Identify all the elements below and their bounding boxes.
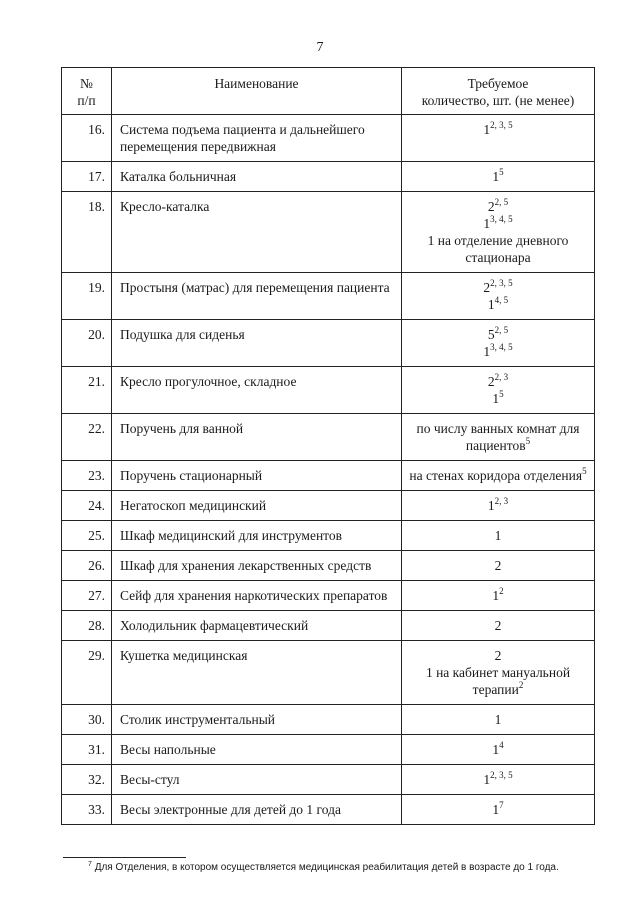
row-quantity bbox=[402, 414, 595, 461]
header-name: Наименование bbox=[112, 68, 402, 115]
row-quantity bbox=[402, 735, 595, 765]
table-row bbox=[62, 641, 595, 705]
footnote bbox=[88, 862, 608, 873]
quantity-value: 1 bbox=[492, 588, 500, 603]
quantity-footnote-ref: 2, 3, 5 bbox=[490, 278, 513, 288]
table-row bbox=[62, 367, 595, 414]
quantity-value: 1 bbox=[492, 742, 500, 757]
quantity-value: 1 на отделение дневного стационара bbox=[427, 233, 569, 265]
quantity-line bbox=[406, 647, 590, 664]
quantity-footnote-ref: 5 bbox=[499, 167, 504, 177]
quantity-footnote-ref: 2, 3, 5 bbox=[490, 120, 513, 130]
quantity-footnote-ref: 2, 5 bbox=[494, 197, 509, 207]
quantity-line bbox=[406, 527, 590, 544]
quantity-value: 1 на кабинет мануальной терапии bbox=[425, 665, 571, 697]
row-number: 27. bbox=[62, 581, 112, 611]
row-quantity bbox=[402, 461, 595, 491]
row-quantity bbox=[402, 320, 595, 367]
quantity-line bbox=[406, 771, 590, 788]
row-number: 32. bbox=[62, 765, 112, 795]
quantity-line bbox=[406, 557, 590, 574]
header-quantity-line2: количество, шт. (не менее) bbox=[421, 93, 575, 108]
quantity-footnote-ref: 5 bbox=[582, 466, 587, 476]
table-row bbox=[62, 273, 595, 320]
quantity-value: 1 bbox=[492, 802, 500, 817]
quantity-footnote-ref: 2, 5 bbox=[494, 325, 509, 335]
quantity-line bbox=[406, 587, 590, 604]
quantity-line bbox=[406, 664, 590, 698]
quantity-line bbox=[406, 279, 590, 296]
table-row bbox=[62, 162, 595, 192]
quantity-line bbox=[406, 373, 590, 390]
row-number: 21. bbox=[62, 367, 112, 414]
row-quantity bbox=[402, 491, 595, 521]
table-row bbox=[62, 551, 595, 581]
quantity-footnote-ref: 2, 3 bbox=[494, 372, 509, 382]
row-number: 17. bbox=[62, 162, 112, 192]
quantity-line bbox=[406, 232, 590, 266]
header-quantity-line1: Требуемое bbox=[467, 76, 529, 91]
quantity-value: на стенах коридора отделения bbox=[409, 468, 583, 483]
row-quantity bbox=[402, 273, 595, 320]
quantity-value: 1 bbox=[494, 528, 502, 543]
quantity-line bbox=[406, 617, 590, 634]
quantity-value: 1 bbox=[483, 772, 491, 787]
quantity-value: 2 bbox=[483, 280, 491, 295]
quantity-line bbox=[406, 801, 590, 818]
row-name: Шкаф для хранения лекарственных средств bbox=[112, 551, 402, 581]
table-row bbox=[62, 521, 595, 551]
row-name: Простыня (матрас) для перемещения пациента bbox=[112, 273, 402, 320]
row-number: 23. bbox=[62, 461, 112, 491]
row-name: Шкаф медицинский для инструментов bbox=[112, 521, 402, 551]
row-number: 29. bbox=[62, 641, 112, 705]
row-name: Кресло-каталка bbox=[112, 192, 402, 273]
row-quantity bbox=[402, 611, 595, 641]
quantity-value: 1 bbox=[483, 122, 491, 137]
row-name: Негатоскоп медицинский bbox=[112, 491, 402, 521]
quantity-line bbox=[406, 711, 590, 728]
row-quantity bbox=[402, 521, 595, 551]
quantity-line bbox=[406, 741, 590, 758]
footnote-text: Для Отделения, в котором осуществляется медицинская реабилитация детей в возрасте до 1 года. bbox=[94, 862, 559, 873]
quantity-line bbox=[406, 326, 590, 343]
row-number: 31. bbox=[62, 735, 112, 765]
quantity-value: 5 bbox=[487, 327, 495, 342]
table-row bbox=[62, 705, 595, 735]
row-name: Весы-стул bbox=[112, 765, 402, 795]
header-number-line2: п/п bbox=[77, 93, 96, 108]
quantity-value: по числу ванных комнат для пациентов bbox=[416, 421, 580, 453]
quantity-value: 2 bbox=[487, 199, 495, 214]
quantity-line bbox=[406, 467, 590, 484]
quantity-footnote-ref: 3, 4, 5 bbox=[490, 214, 513, 224]
row-number: 33. bbox=[62, 795, 112, 825]
table-row bbox=[62, 461, 595, 491]
footnote-divider bbox=[63, 857, 186, 858]
quantity-value: 2 bbox=[487, 374, 495, 389]
row-quantity bbox=[402, 192, 595, 273]
row-quantity bbox=[402, 765, 595, 795]
table-row bbox=[62, 491, 595, 521]
quantity-footnote-ref: 2, 3, 5 bbox=[490, 770, 513, 780]
row-name: Поручень стационарный bbox=[112, 461, 402, 491]
row-name: Столик инструментальный bbox=[112, 705, 402, 735]
table-row bbox=[62, 320, 595, 367]
quantity-footnote-ref: 2 bbox=[499, 586, 504, 596]
row-name: Поручень для ванной bbox=[112, 414, 402, 461]
quantity-line bbox=[406, 168, 590, 185]
quantity-value: 1 bbox=[492, 391, 500, 406]
row-quantity bbox=[402, 795, 595, 825]
table-row bbox=[62, 115, 595, 162]
quantity-value: 1 bbox=[487, 297, 495, 312]
row-quantity bbox=[402, 581, 595, 611]
table-row bbox=[62, 735, 595, 765]
row-quantity bbox=[402, 641, 595, 705]
row-quantity bbox=[402, 551, 595, 581]
row-number: 30. bbox=[62, 705, 112, 735]
row-quantity bbox=[402, 115, 595, 162]
quantity-value: 2 bbox=[494, 558, 502, 573]
quantity-line bbox=[406, 198, 590, 215]
quantity-footnote-ref: 5 bbox=[499, 389, 504, 399]
row-quantity bbox=[402, 162, 595, 192]
quantity-footnote-ref: 2, 3 bbox=[494, 496, 509, 506]
page-number: 7 bbox=[316, 40, 324, 55]
quantity-value: 1 bbox=[494, 712, 502, 727]
quantity-value: 1 bbox=[483, 216, 491, 231]
table-row bbox=[62, 611, 595, 641]
quantity-value: 2 bbox=[494, 618, 502, 633]
quantity-line bbox=[406, 296, 590, 313]
row-name: Система подъема пациента и дальнейшего перемещения передвижная bbox=[112, 115, 402, 162]
quantity-line bbox=[406, 121, 590, 138]
quantity-line bbox=[406, 420, 590, 454]
header-number bbox=[62, 68, 112, 115]
footnote-mark: 7 bbox=[88, 861, 92, 868]
row-number: 16. bbox=[62, 115, 112, 162]
row-number: 22. bbox=[62, 414, 112, 461]
quantity-footnote-ref: 3, 4, 5 bbox=[490, 342, 513, 352]
row-number: 20. bbox=[62, 320, 112, 367]
table-row bbox=[62, 765, 595, 795]
row-number: 26. bbox=[62, 551, 112, 581]
row-name: Весы электронные для детей до 1 года bbox=[112, 795, 402, 825]
table-row bbox=[62, 414, 595, 461]
quantity-value: 1 bbox=[483, 344, 491, 359]
row-number: 19. bbox=[62, 273, 112, 320]
quantity-footnote-ref: 2 bbox=[518, 680, 524, 690]
quantity-footnote-ref: 5 bbox=[525, 436, 531, 446]
row-quantity bbox=[402, 705, 595, 735]
row-number: 24. bbox=[62, 491, 112, 521]
quantity-footnote-ref: 4, 5 bbox=[494, 295, 509, 305]
equipment-table bbox=[61, 67, 595, 825]
row-number: 18. bbox=[62, 192, 112, 273]
row-number: 25. bbox=[62, 521, 112, 551]
quantity-value: 2 bbox=[494, 648, 502, 663]
quantity-line bbox=[406, 497, 590, 514]
quantity-line bbox=[406, 215, 590, 232]
row-name: Кушетка медицинская bbox=[112, 641, 402, 705]
row-name: Кресло прогулочное, складное bbox=[112, 367, 402, 414]
quantity-footnote-ref: 7 bbox=[499, 800, 504, 810]
quantity-value: 1 bbox=[492, 169, 500, 184]
table-header-row bbox=[62, 68, 595, 115]
row-name: Подушка для сиденья bbox=[112, 320, 402, 367]
row-quantity bbox=[402, 367, 595, 414]
header-quantity bbox=[402, 68, 595, 115]
table-row bbox=[62, 581, 595, 611]
table-body bbox=[62, 115, 595, 825]
row-number: 28. bbox=[62, 611, 112, 641]
header-number-line1: № bbox=[80, 76, 93, 91]
quantity-value: 1 bbox=[487, 498, 495, 513]
row-name: Весы напольные bbox=[112, 735, 402, 765]
quantity-footnote-ref: 4 bbox=[499, 740, 504, 750]
quantity-line bbox=[406, 390, 590, 407]
quantity-line bbox=[406, 343, 590, 360]
row-name: Сейф для хранения наркотических препаратов bbox=[112, 581, 402, 611]
row-name: Каталка больничная bbox=[112, 162, 402, 192]
table-row bbox=[62, 795, 595, 825]
row-name: Холодильник фармацевтический bbox=[112, 611, 402, 641]
table-row bbox=[62, 192, 595, 273]
